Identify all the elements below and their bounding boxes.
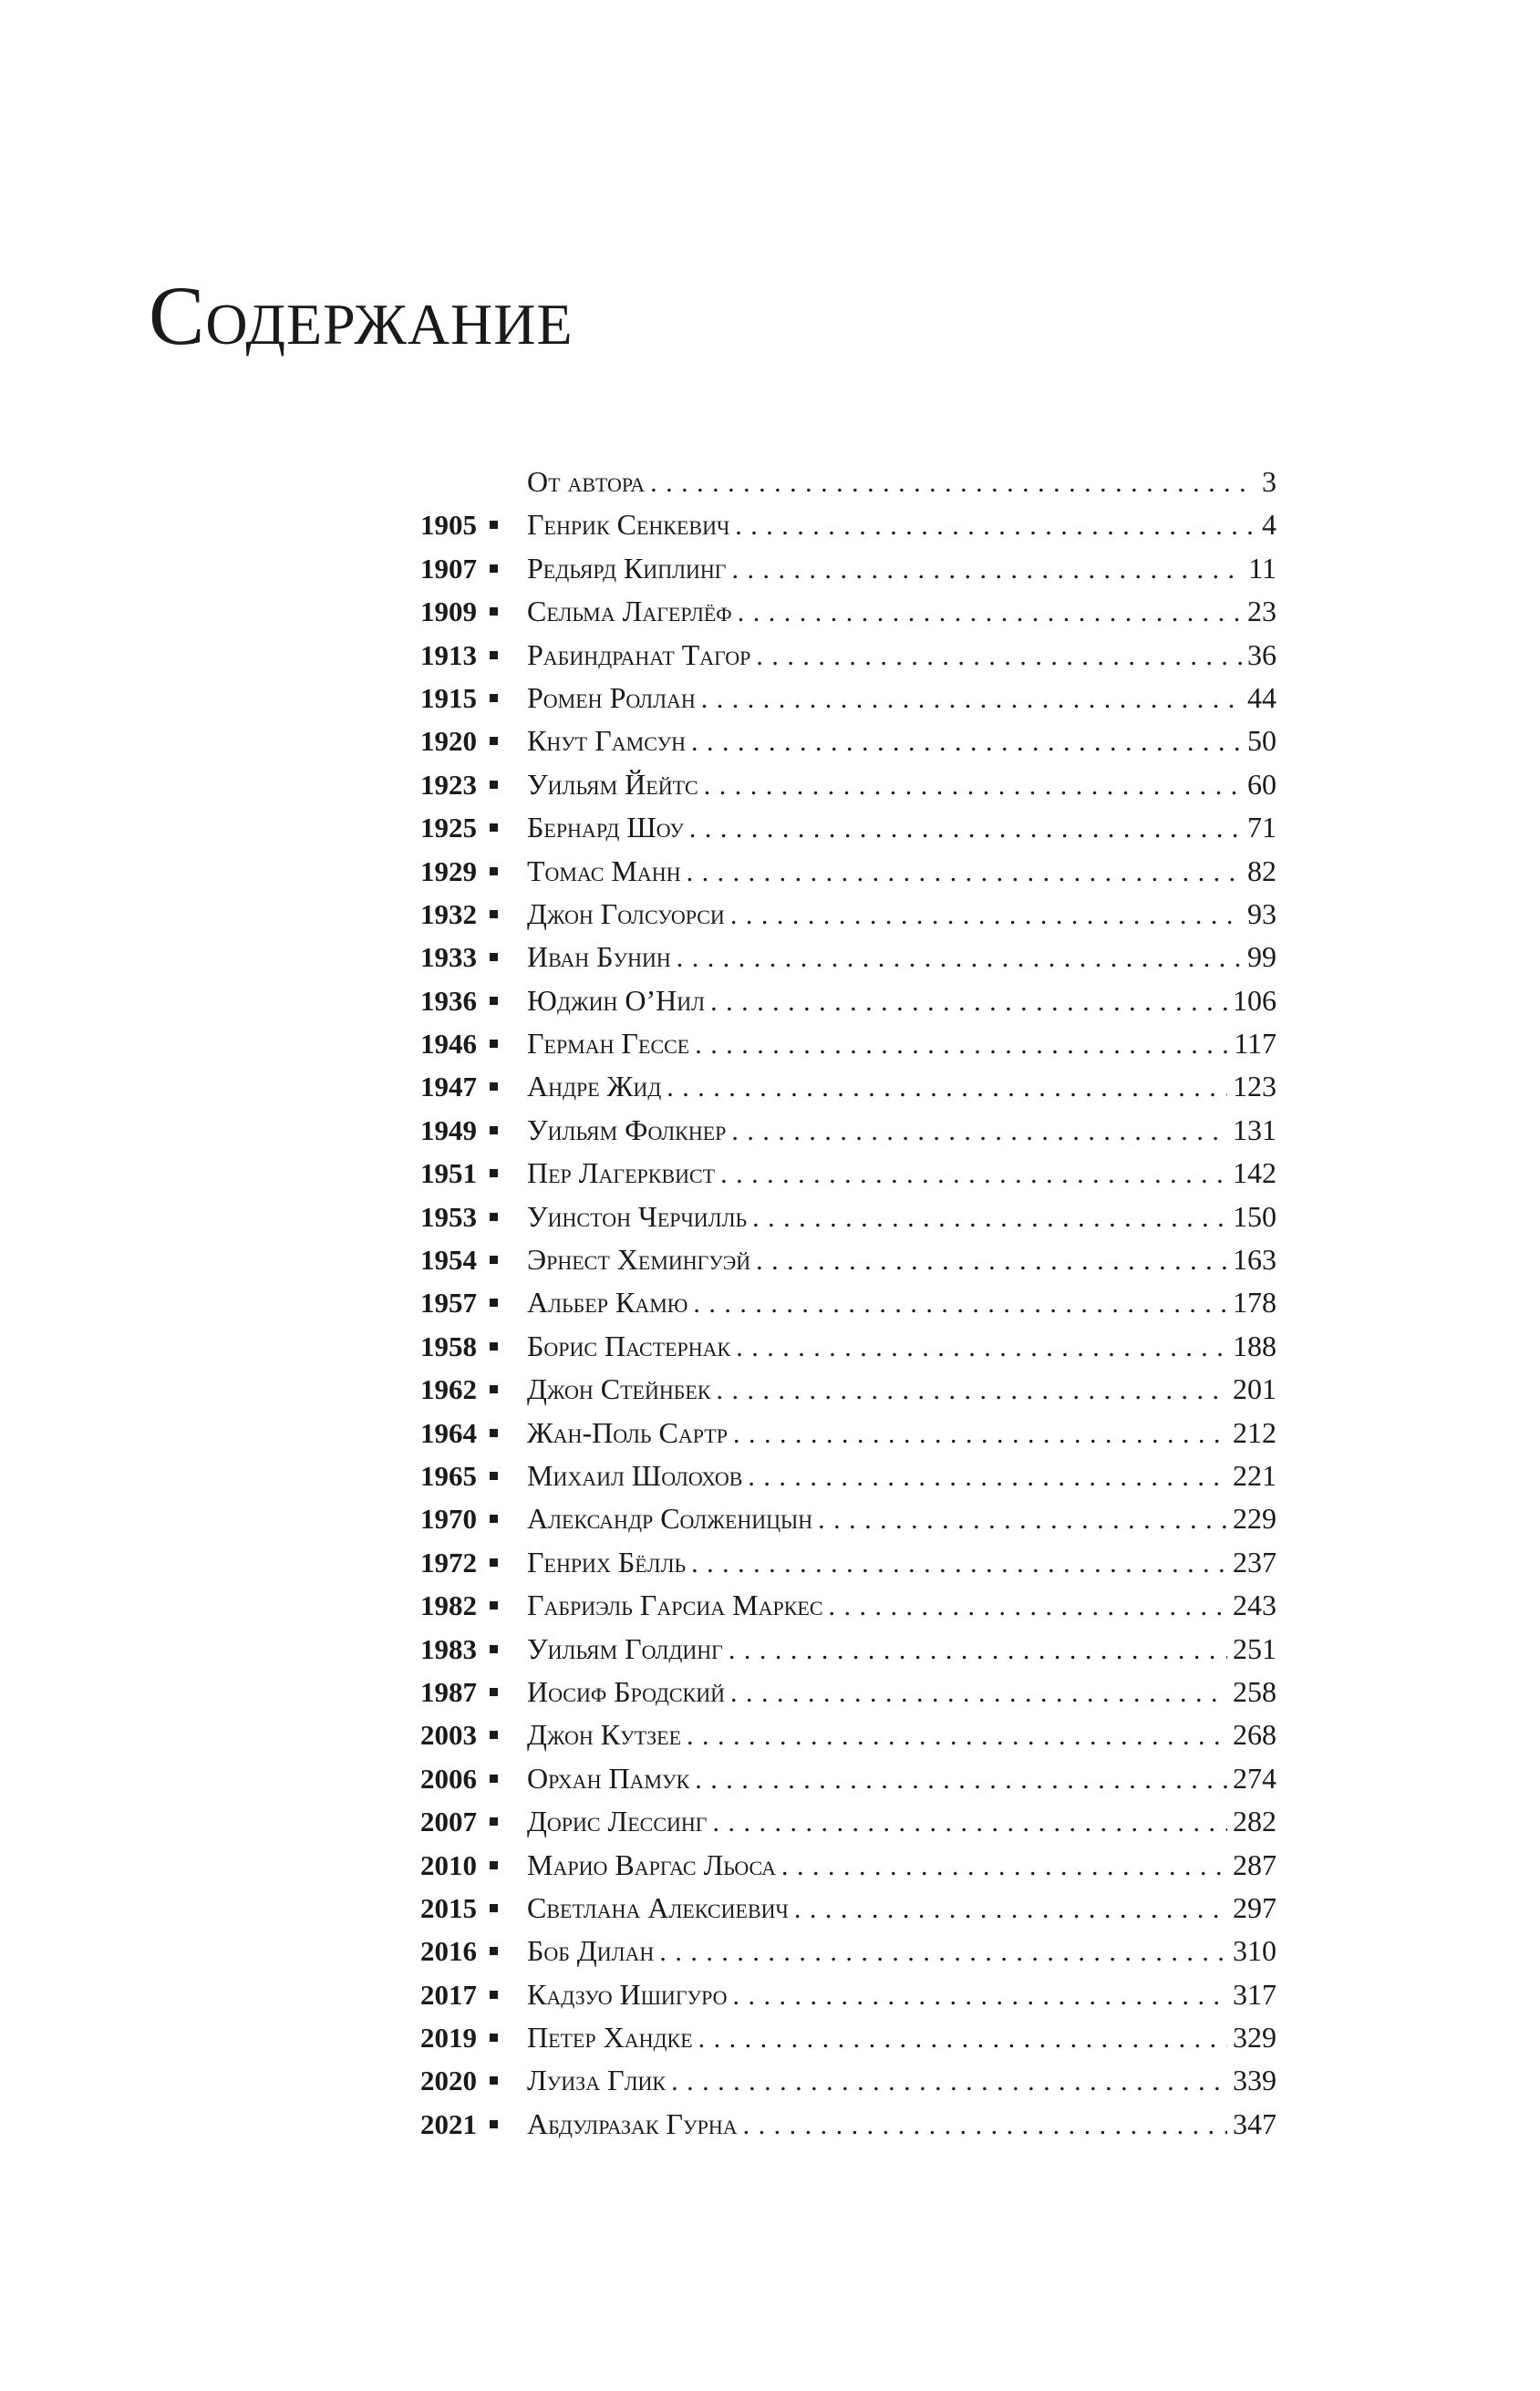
toc-author-name: Кадзуо Ишигуро (527, 1977, 728, 2011)
toc-entry-line (527, 1800, 1276, 1843)
dot-leader (730, 894, 1242, 936)
toc-year: 1972 (420, 1546, 477, 1578)
square-bullet-icon (490, 1817, 498, 1826)
toc-year: 2020 (420, 2065, 477, 2097)
toc-author-name: Уинстон Черчилль (527, 1199, 748, 1233)
toc-entry[interactable] (0, 1454, 1540, 1497)
toc-entry[interactable] (0, 461, 1540, 503)
dot-leader (671, 2060, 1227, 2102)
dot-leader (691, 720, 1242, 762)
toc-page-number: 221 (1233, 1458, 1276, 1492)
square-bullet-icon (490, 1688, 498, 1696)
square-bullet-icon (490, 953, 498, 961)
toc-page-number: 282 (1233, 1805, 1276, 1838)
toc-entry[interactable] (0, 1412, 1540, 1454)
toc-year: 1909 (420, 595, 477, 628)
toc-entry-line (527, 1973, 1276, 2016)
toc-entry[interactable] (0, 2103, 1540, 2146)
toc-author-name: Джон Кутзее (527, 1718, 682, 1752)
toc-year: 1929 (420, 854, 477, 887)
toc-entry-line (527, 1325, 1276, 1368)
toc-entry[interactable] (0, 1368, 1540, 1411)
toc-year: 2007 (420, 1806, 477, 1838)
toc-page-number: 99 (1247, 940, 1276, 974)
toc-entry-line (527, 503, 1276, 546)
toc-page-number: 117 (1234, 1027, 1276, 1061)
toc-author-name: От автора (527, 465, 646, 498)
toc-page-number: 229 (1233, 1502, 1276, 1536)
toc-entry-line (527, 2103, 1276, 2146)
square-bullet-icon (490, 910, 498, 918)
toc-entry-line (527, 850, 1276, 893)
toc-author-name: Иосиф Бродский (527, 1674, 726, 1708)
toc-page-number: 287 (1233, 1848, 1276, 1881)
dot-leader (818, 1498, 1227, 1540)
toc-page-number: 163 (1233, 1243, 1276, 1277)
toc-author-name: Габриэль Гарсиа Маркес (527, 1589, 823, 1622)
square-bullet-icon (490, 997, 498, 1005)
square-bullet-icon (490, 2034, 498, 2042)
square-bullet-icon (490, 737, 498, 745)
square-bullet-icon (490, 1126, 498, 1134)
dot-leader (730, 1672, 1227, 1713)
toc-year: 1982 (420, 1589, 477, 1622)
toc-author-name: Абдулразак Гурна (527, 2106, 738, 2140)
square-bullet-icon (490, 781, 498, 789)
toc-page-number: 274 (1233, 1761, 1276, 1795)
dot-leader (756, 635, 1242, 677)
dot-leader (695, 1023, 1228, 1065)
toc-entry-line (527, 979, 1276, 1022)
dot-leader (720, 1153, 1227, 1195)
toc-entry[interactable] (0, 850, 1540, 893)
dot-leader (677, 937, 1242, 978)
toc-year: 1920 (420, 725, 477, 758)
toc-year: 2017 (420, 1978, 477, 2011)
toc-entry[interactable] (0, 1628, 1540, 1671)
dot-leader (743, 2104, 1227, 2146)
toc-page-number: 339 (1233, 2064, 1276, 2097)
toc-year: 1925 (420, 812, 477, 844)
toc-entry-line (527, 461, 1276, 503)
toc-author-name: Бернард Шоу (527, 811, 684, 844)
toc-author-name: Александр Солженицын (527, 1502, 813, 1536)
toc-entry[interactable] (0, 1800, 1540, 1843)
toc-author-name: Рабиндранат Тагор (527, 637, 751, 671)
toc-entry[interactable] (0, 936, 1540, 978)
toc-entry-line (527, 1368, 1276, 1411)
toc-author-name: Жан-Поль Сартр (527, 1415, 728, 1449)
toc-entry[interactable] (0, 590, 1540, 633)
toc-author-name: Кнут Гамсун (527, 724, 687, 758)
toc-entry[interactable] (0, 2016, 1540, 2059)
dot-leader (695, 1758, 1227, 1800)
square-bullet-icon (490, 1731, 498, 1739)
table-of-contents (0, 461, 1540, 2146)
dot-leader (735, 504, 1256, 546)
dot-leader (687, 851, 1242, 893)
dot-leader (733, 1974, 1227, 2016)
toc-entry-line (527, 1713, 1276, 1756)
toc-author-name: Иван Бунин (527, 940, 671, 974)
toc-entry[interactable] (0, 1281, 1540, 1324)
square-bullet-icon (490, 1256, 498, 1264)
toc-page-number: 317 (1233, 1977, 1276, 2011)
square-bullet-icon (490, 521, 498, 529)
toc-author-name: Пер Лагерквист (527, 1156, 716, 1190)
toc-page-number: 212 (1233, 1415, 1276, 1449)
toc-year: 2016 (420, 1935, 477, 1968)
toc-page-number: 347 (1233, 2106, 1276, 2140)
toc-year: 2003 (420, 1719, 477, 1752)
toc-entry[interactable] (0, 1065, 1540, 1108)
toc-entry[interactable] (0, 547, 1540, 590)
toc-page-number: 36 (1247, 637, 1276, 671)
square-bullet-icon (490, 694, 498, 702)
toc-author-name: Ромен Роллан (527, 680, 696, 714)
toc-entry[interactable] (0, 1196, 1540, 1238)
toc-entry-line (527, 1238, 1276, 1281)
square-bullet-icon (490, 1645, 498, 1653)
toc-author-name: Луиза Глик (527, 2064, 667, 2097)
toc-page-number: 243 (1233, 1589, 1276, 1622)
dot-leader (650, 461, 1256, 503)
toc-author-name: Герман Гессе (527, 1027, 690, 1061)
toc-year: 1962 (420, 1373, 477, 1406)
dot-leader (704, 764, 1242, 806)
toc-entry-line (527, 1281, 1276, 1324)
square-bullet-icon (490, 1040, 498, 1048)
square-bullet-icon (490, 2120, 498, 2128)
toc-author-name: Эрнест Хемингуэй (527, 1243, 751, 1277)
toc-entry-line (527, 1196, 1276, 1238)
toc-page-number: 258 (1233, 1674, 1276, 1708)
square-bullet-icon (490, 867, 498, 875)
dot-leader (794, 1888, 1227, 1930)
toc-page-number: 44 (1247, 680, 1276, 714)
square-bullet-icon (490, 1299, 498, 1307)
toc-author-name: Генрик Сенкевич (527, 508, 730, 542)
toc-year: 1949 (420, 1113, 477, 1146)
toc-entry-line (527, 1022, 1276, 1065)
toc-entry-line (527, 1757, 1276, 1800)
toc-year: 2010 (420, 1848, 477, 1881)
toc-entry[interactable] (0, 1238, 1540, 1281)
toc-year: 1936 (420, 984, 477, 1017)
toc-year: 1915 (420, 681, 477, 714)
dot-leader (748, 1455, 1227, 1497)
toc-year: 2006 (420, 1762, 477, 1795)
toc-entry[interactable] (0, 1325, 1540, 1368)
square-bullet-icon (490, 1904, 498, 1912)
dot-leader (713, 1801, 1228, 1843)
toc-entry-line (527, 1584, 1276, 1627)
square-bullet-icon (490, 1472, 498, 1480)
dot-leader (659, 1930, 1227, 1972)
toc-year: 1970 (420, 1503, 477, 1536)
toc-page-number: 123 (1233, 1070, 1276, 1103)
toc-entry-line (527, 1844, 1276, 1887)
dot-leader (829, 1585, 1227, 1627)
square-bullet-icon (490, 1775, 498, 1783)
dot-leader (738, 591, 1242, 633)
toc-entry-line (527, 2016, 1276, 2059)
page-title: Содержание (149, 269, 574, 362)
toc-entry[interactable] (0, 1152, 1540, 1195)
dot-leader (667, 1066, 1227, 1108)
toc-page-number: 251 (1233, 1631, 1276, 1665)
toc-year: 1932 (420, 897, 477, 930)
toc-year: 1923 (420, 768, 477, 801)
dot-leader (710, 980, 1227, 1022)
toc-entry[interactable] (0, 1887, 1540, 1930)
toc-entry-line (527, 806, 1276, 849)
toc-entry-line (527, 1152, 1276, 1195)
toc-entry[interactable] (0, 806, 1540, 849)
toc-year: 1987 (420, 1675, 477, 1708)
square-bullet-icon (490, 1169, 498, 1177)
toc-year: 2021 (420, 2107, 477, 2140)
toc-page-number: 131 (1233, 1113, 1276, 1146)
toc-author-name: Андре Жид (527, 1070, 662, 1103)
toc-page-number: 188 (1233, 1329, 1276, 1362)
toc-year: 1905 (420, 509, 477, 542)
toc-author-name: Петер Хандке (527, 2021, 693, 2055)
square-bullet-icon (490, 2076, 498, 2085)
toc-year: 1951 (420, 1157, 477, 1190)
toc-year: 1983 (420, 1632, 477, 1665)
dot-leader (717, 1369, 1227, 1411)
toc-page-number: 329 (1233, 2021, 1276, 2055)
toc-entry[interactable] (0, 1109, 1540, 1152)
dot-leader (733, 1413, 1227, 1454)
square-bullet-icon (490, 1601, 498, 1610)
toc-entry[interactable] (0, 503, 1540, 546)
toc-year: 1957 (420, 1287, 477, 1320)
dot-leader (752, 1196, 1227, 1238)
dot-leader (756, 1239, 1227, 1281)
square-bullet-icon (490, 1213, 498, 1221)
toc-entry[interactable] (0, 719, 1540, 762)
toc-page-number: 237 (1233, 1545, 1276, 1578)
toc-entry-line (527, 719, 1276, 762)
square-bullet-icon (490, 1947, 498, 1955)
toc-entry-line (527, 1541, 1276, 1584)
toc-page-number: 82 (1247, 854, 1276, 887)
toc-author-name: Уильям Фолкнер (527, 1113, 727, 1146)
toc-entry[interactable] (0, 1541, 1540, 1584)
toc-page-number: 106 (1233, 983, 1276, 1017)
toc-page-number: 150 (1233, 1199, 1276, 1233)
toc-entry[interactable] (0, 677, 1540, 719)
toc-entry[interactable] (0, 1713, 1540, 1756)
toc-page-number: 178 (1233, 1286, 1276, 1320)
toc-entry[interactable] (0, 1757, 1540, 1800)
square-bullet-icon (490, 651, 498, 659)
square-bullet-icon (490, 1385, 498, 1393)
square-bullet-icon (490, 1558, 498, 1567)
toc-author-name: Уильям Голдинг (527, 1631, 723, 1665)
toc-page-number: 4 (1262, 508, 1276, 542)
toc-year: 1965 (420, 1459, 477, 1492)
square-bullet-icon (490, 1429, 498, 1437)
toc-year: 1907 (420, 552, 477, 585)
toc-entry[interactable] (0, 1930, 1540, 1972)
toc-entry-line (527, 1497, 1276, 1540)
toc-author-name: Боб Дилан (527, 1934, 655, 1968)
toc-entry-line (527, 634, 1276, 677)
square-bullet-icon (490, 564, 498, 573)
toc-entry-line (527, 763, 1276, 806)
dot-leader (687, 1714, 1227, 1756)
dot-leader (693, 1282, 1227, 1324)
toc-entry-line (527, 547, 1276, 590)
toc-author-name: Юджин О’Нил (527, 983, 706, 1017)
toc-entry-line (527, 936, 1276, 978)
toc-year: 2015 (420, 1891, 477, 1924)
toc-author-name: Генрих Бёлль (527, 1545, 687, 1578)
dot-leader (698, 2017, 1227, 2059)
dot-leader (732, 548, 1244, 590)
toc-author-name: Джон Голсуорси (527, 896, 725, 930)
toc-year: 1946 (420, 1028, 477, 1061)
toc-entry[interactable] (0, 1844, 1540, 1887)
toc-entry-line (527, 1628, 1276, 1671)
toc-entry-line (527, 1109, 1276, 1152)
toc-author-name: Светлана Алексиевич (527, 1890, 789, 1924)
toc-year: 1933 (420, 941, 477, 974)
dot-leader (731, 1110, 1227, 1152)
square-bullet-icon (490, 823, 498, 832)
toc-entry[interactable] (0, 634, 1540, 677)
toc-author-name: Альбер Камю (527, 1286, 688, 1320)
toc-page-number: 60 (1247, 767, 1276, 801)
toc-entry[interactable] (0, 2059, 1540, 2102)
toc-author-name: Джон Стейнбек (527, 1372, 711, 1406)
toc-entry-line (527, 893, 1276, 936)
toc-author-name: Редьярд Киплинг (527, 551, 727, 585)
toc-page-number: 23 (1247, 595, 1276, 628)
toc-entry[interactable] (0, 1584, 1540, 1627)
toc-year: 2019 (420, 2022, 477, 2055)
toc-entry[interactable] (0, 979, 1540, 1022)
toc-page-number: 71 (1247, 811, 1276, 844)
toc-entry-line (527, 677, 1276, 719)
toc-page-number: 297 (1233, 1890, 1276, 1924)
toc-author-name: Сельма Лагерлёф (527, 595, 732, 628)
toc-page-number: 268 (1233, 1718, 1276, 1752)
toc-year: 1913 (420, 638, 477, 671)
toc-page-number: 93 (1247, 896, 1276, 930)
toc-entry-line (527, 1671, 1276, 1713)
dot-leader (691, 1542, 1227, 1584)
toc-entry[interactable] (0, 1497, 1540, 1540)
toc-year: 1947 (420, 1071, 477, 1103)
toc-entry[interactable] (0, 1973, 1540, 2016)
toc-year: 1954 (420, 1244, 477, 1277)
dot-leader (729, 1629, 1227, 1671)
toc-entry-line (527, 590, 1276, 633)
toc-entry[interactable] (0, 1022, 1540, 1065)
toc-author-name: Марио Варгас Льоса (527, 1848, 777, 1881)
square-bullet-icon (490, 1861, 498, 1869)
toc-year: 1964 (420, 1416, 477, 1449)
toc-author-name: Томас Манн (527, 854, 681, 887)
toc-entry[interactable] (0, 1671, 1540, 1713)
toc-page-number: 50 (1247, 724, 1276, 758)
dot-leader (701, 678, 1242, 719)
toc-entry[interactable] (0, 763, 1540, 806)
dot-leader (781, 1845, 1227, 1887)
square-bullet-icon (490, 1991, 498, 1999)
toc-author-name: Борис Пастернак (527, 1329, 731, 1362)
toc-page-number: 11 (1248, 551, 1276, 585)
toc-page-number: 3 (1262, 465, 1276, 498)
square-bullet-icon (490, 1515, 498, 1523)
toc-year: 1958 (420, 1330, 477, 1362)
square-bullet-icon (490, 1342, 498, 1351)
dot-leader (736, 1326, 1227, 1368)
toc-author-name: Дорис Лессинг (527, 1805, 708, 1838)
toc-entry-line (527, 1065, 1276, 1108)
toc-entry[interactable] (0, 893, 1540, 936)
toc-author-name: Михаил Шолохов (527, 1458, 743, 1492)
toc-page-number: 201 (1233, 1372, 1276, 1406)
toc-entry-line (527, 1930, 1276, 1972)
toc-entry-line (527, 1454, 1276, 1497)
toc-year: 1953 (420, 1200, 477, 1233)
toc-entry-line (527, 1412, 1276, 1454)
toc-page-number: 310 (1233, 1934, 1276, 1968)
toc-author-name: Орхан Памук (527, 1761, 690, 1795)
toc-entry-line (527, 2059, 1276, 2102)
toc-author-name: Уильям Йейтс (527, 767, 698, 801)
toc-entry-line (527, 1887, 1276, 1930)
dot-leader (689, 807, 1242, 849)
toc-page-number: 142 (1233, 1156, 1276, 1190)
square-bullet-icon (490, 1082, 498, 1091)
square-bullet-icon (490, 607, 498, 616)
